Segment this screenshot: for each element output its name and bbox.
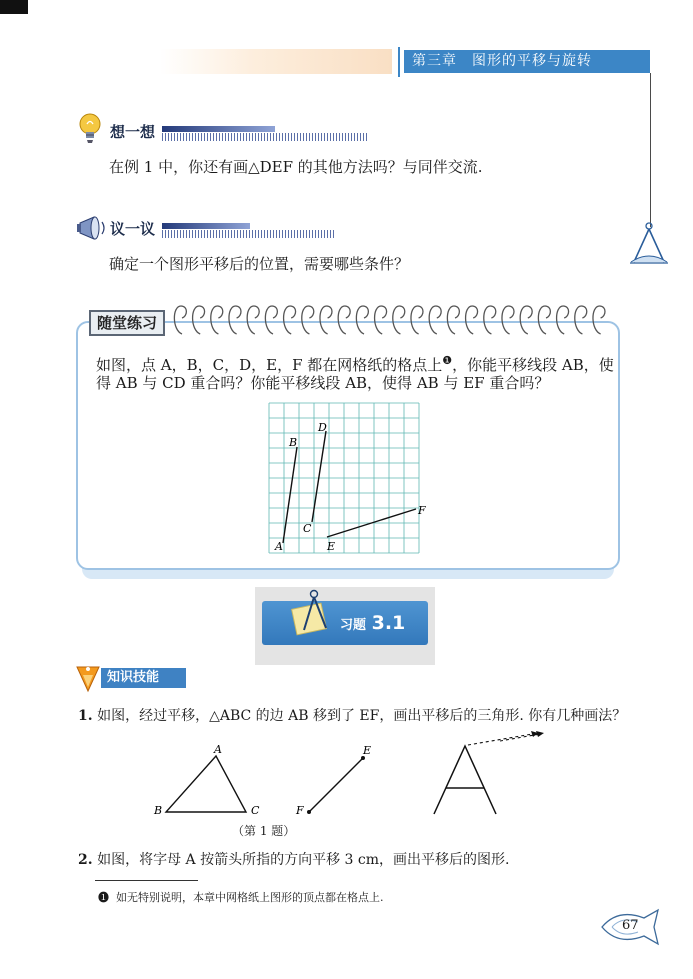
spiral-ring xyxy=(375,306,387,334)
q2-number: 2. xyxy=(78,852,93,868)
spiral-ring xyxy=(393,306,405,334)
side-rule xyxy=(650,73,651,227)
seg-label-f: F xyxy=(296,804,304,817)
letter-a-shape xyxy=(434,746,496,814)
page-number: 67 xyxy=(622,918,639,933)
q1-line xyxy=(78,705,626,727)
spiral-ring xyxy=(429,306,441,334)
tri-label-a: A xyxy=(214,743,222,756)
spiral-ring xyxy=(575,306,587,334)
spiral-ring xyxy=(447,306,459,334)
spiral-ring xyxy=(193,306,205,334)
chapter-separator xyxy=(398,47,400,77)
point-f xyxy=(307,810,311,814)
footnote xyxy=(98,889,384,905)
label-f: F xyxy=(418,504,426,517)
think-text: 在例 1 中，你还有画△DEF 的其他方法吗？与同伴交流. xyxy=(109,158,483,176)
segment-ab xyxy=(283,447,297,543)
pencil-tip-icon xyxy=(75,663,101,693)
spiral-ring xyxy=(520,306,532,334)
spiral-ring xyxy=(265,306,277,334)
chapter-title: 第三章 图形的平移与旋转 xyxy=(404,50,650,73)
segment-ef-q1 xyxy=(309,758,363,812)
exercise-compass-icon xyxy=(290,588,336,638)
seg-label-e: E xyxy=(363,744,372,757)
spiral-ring xyxy=(302,306,314,334)
triangle-abc xyxy=(166,756,246,812)
spiral-ring xyxy=(338,306,350,334)
skills-tag: 知识技能 xyxy=(101,668,186,688)
spiral-ring xyxy=(502,306,514,334)
spiral-ring xyxy=(538,306,550,334)
label-c: C xyxy=(303,522,312,535)
spiral-ring xyxy=(320,306,332,334)
footnote-text: 如无特别说明，本章中网格纸上图形的顶点都在格点上. xyxy=(116,891,384,904)
practice-line-1-a: 如图，点 A，B，C，D，E，F 都在网格纸的格点上 xyxy=(96,356,443,374)
arrow-tip xyxy=(500,728,550,744)
spiral-ring xyxy=(247,306,259,334)
q1-number: 1. xyxy=(78,708,93,724)
q1-q2-figures xyxy=(148,742,548,826)
footnote-rule xyxy=(95,880,198,881)
spiral-ring xyxy=(211,306,223,334)
discuss-title-bar xyxy=(162,223,250,229)
think-title-stripe xyxy=(162,133,368,141)
grid-figure xyxy=(264,400,424,556)
practice-line-2: 得 AB 与 CD 重合吗？你能平移线段 AB，使得 AB 与 EF 重合吗？ xyxy=(96,374,550,392)
tri-label-b: B xyxy=(154,804,163,817)
compass-icon xyxy=(628,222,670,266)
spiral-ring xyxy=(411,306,423,334)
exercise-label: 习题 xyxy=(340,618,367,633)
spiral-ring xyxy=(593,306,605,334)
footnote-marker: ❶ xyxy=(442,354,453,367)
grid-lines xyxy=(269,403,419,553)
tri-label-c: C xyxy=(251,804,260,817)
corner-mark xyxy=(0,0,28,14)
header-fade-bar xyxy=(160,49,392,74)
spiral-binding xyxy=(168,302,618,338)
practice-tab: 随堂练习 xyxy=(89,310,165,336)
spiral-ring xyxy=(466,306,478,334)
megaphone-icon xyxy=(76,213,108,243)
q1-caption: （第 1 题） xyxy=(232,824,296,838)
spiral-ring xyxy=(174,306,186,334)
footnote-number: ❶ xyxy=(98,891,109,904)
q2-line xyxy=(78,849,509,871)
think-title: 想一想 xyxy=(110,123,156,141)
discuss-text: 确定一个图形平移后的位置，需要哪些条件？ xyxy=(109,255,410,273)
think-title-bar xyxy=(162,126,275,132)
lightbulb-icon xyxy=(77,112,103,146)
label-d: D xyxy=(318,421,327,434)
spiral-ring xyxy=(484,306,496,334)
spiral-ring xyxy=(284,306,296,334)
q2-text: 如图，将字母 A 按箭头所指的方向平移 3 cm，画出平移后的图形. xyxy=(97,852,510,868)
spiral-ring xyxy=(356,306,368,334)
spiral-ring xyxy=(229,306,241,334)
label-e: E xyxy=(327,540,336,553)
q1-text: 如图，经过平移，△ABC 的边 AB 移到了 EF，画出平移后的三角形. 你有几种画法？ xyxy=(97,708,627,724)
spiral-ring xyxy=(557,306,569,334)
practice-line-1-b: ，你能平移线段 AB，使 xyxy=(452,356,614,374)
exercise-title xyxy=(340,612,405,634)
discuss-title-stripe xyxy=(162,230,335,238)
label-b: B xyxy=(289,436,298,449)
label-a: A xyxy=(275,540,283,553)
exercise-number: 3.1 xyxy=(371,612,406,634)
discuss-title: 议一议 xyxy=(110,220,156,238)
